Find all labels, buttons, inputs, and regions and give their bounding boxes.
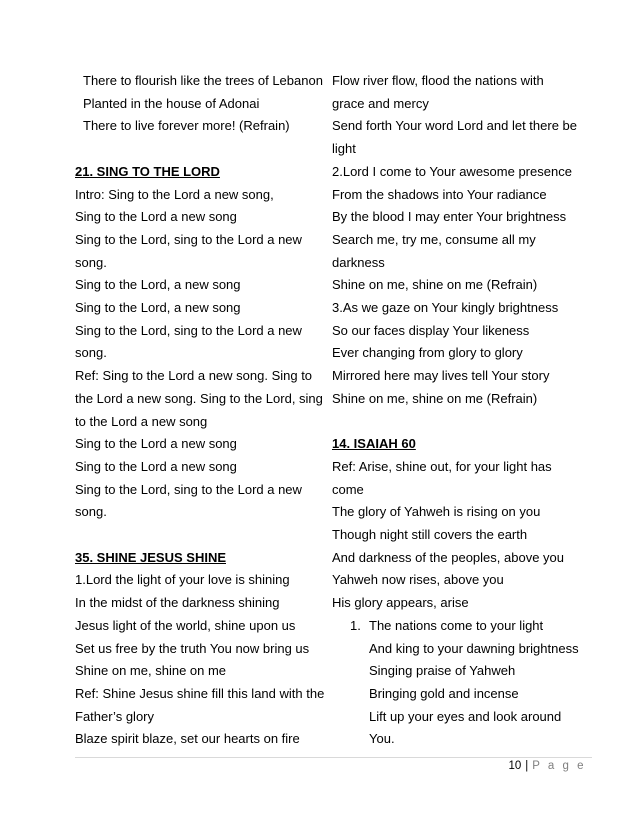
song-title-35: 35. SHINE JESUS SHINE — [75, 549, 226, 565]
lyric-line: By the blood I may enter Your brightness — [332, 209, 567, 225]
lyric-line: There to flourish like the trees of Lebanon — [83, 73, 323, 88]
spacer — [332, 411, 594, 434]
lyric-line: Sing to the Lord a new song — [75, 436, 237, 452]
lyric-line: His glory appears, arise — [332, 595, 469, 611]
page-number: 10 — [508, 760, 522, 772]
right-column — [332, 70, 594, 751]
footer-separator: | — [525, 760, 529, 772]
lyric-line: From the shadows into Your radiance — [332, 186, 547, 202]
lyric-line: Set us free by the truth You now bring us — [75, 640, 310, 656]
lyric-line: grace and mercy — [332, 95, 429, 111]
lyric-line: So our faces display Your likeness — [332, 322, 530, 338]
lyric-line: Singing praise of Yahweh — [369, 663, 516, 679]
verse-number: 1. — [350, 617, 361, 633]
lyric-line: Father’s glory — [75, 708, 154, 724]
spacer — [75, 524, 325, 547]
page-label: P a g e — [532, 760, 586, 772]
lyric-line: The glory of Yahweh is rising on you — [332, 504, 541, 520]
lyric-line: 2.Lord I come to Your awesome presence — [332, 163, 572, 179]
lyric-line: 1.Lord the light of your love is shining — [75, 572, 290, 588]
lyric-line: Sing to the Lord, sing to the Lord a new — [75, 231, 302, 247]
lyric-line: And darkness of the peoples, above you — [332, 549, 564, 565]
lyric-line: Blaze spirit blaze, set our hearts on fire — [75, 731, 300, 747]
lyric-line: come — [332, 481, 364, 497]
lyric-line: Send forth Your word Lord and let there be — [332, 118, 578, 134]
lyric-line: Yahweh now rises, above you — [332, 572, 504, 588]
lyric-line: 3.As we gaze on Your kingly brightness — [332, 300, 559, 316]
lyric-line: Intro: Sing to the Lord a new song, — [75, 186, 274, 202]
spacer — [75, 138, 325, 161]
lyric-line: Ever changing from glory to glory — [332, 345, 523, 361]
lyric-line: song. — [75, 345, 107, 361]
page-footer — [508, 760, 586, 772]
lyric-line: Planted in the house of Adonai — [83, 95, 260, 111]
lyric-line: song. — [75, 504, 107, 520]
lyric-line: You. — [369, 731, 395, 747]
lyric-line: light — [332, 141, 356, 157]
lyric-line: Search me, try me, consume all my — [332, 231, 536, 247]
lyric-line: Sing to the Lord, sing to the Lord a new — [75, 322, 302, 338]
lyric-line: to the Lord a new song — [75, 413, 208, 429]
lyric-line: And king to your dawning brightness — [369, 640, 579, 656]
lyric-line: Sing to the Lord, sing to the Lord a new — [75, 481, 302, 497]
lyric-line: Shine on me, shine on me — [75, 663, 227, 679]
lyric-line: Ref: Arise, shine out, for your light has — [332, 458, 552, 474]
lyric-line: Shine on me, shine on me (Refrain) — [332, 390, 538, 406]
lyric-line: Jesus light of the world, shine upon us — [75, 617, 296, 633]
lyric-line: Flow river flow, flood the nations with — [332, 73, 544, 88]
song-title-14: 14. ISAIAH 60 — [332, 436, 416, 452]
lyric-line: Sing to the Lord, a new song — [75, 300, 241, 316]
lyric-line: Sing to the Lord a new song — [75, 209, 237, 225]
footer-divider — [75, 757, 592, 758]
lyric-line: Mirrored here may lives tell Your story — [332, 368, 550, 384]
lyric-line: Ref: Shine Jesus shine fill this land with the — [75, 685, 325, 701]
lyric-line: Though night still covers the earth — [332, 527, 528, 543]
lyric-line: song. — [75, 254, 107, 270]
song-title-21: 21. SING TO THE LORD — [75, 163, 220, 179]
lyric-line: darkness — [332, 254, 385, 270]
lyric-line: the Lord a new song. Sing to the Lord, sing — [75, 390, 323, 406]
lyric-line: Sing to the Lord a new song — [75, 458, 237, 474]
lyric-line: In the midst of the darkness shining — [75, 595, 280, 611]
lyric-line: Sing to the Lord, a new song — [75, 277, 241, 293]
lyric-line: Ref: Sing to the Lord a new song. Sing to — [75, 368, 313, 384]
lyric-line: The nations come to your light — [369, 617, 544, 633]
lyric-line: There to live forever more! (Refrain) — [83, 118, 290, 134]
lyric-line: Lift up your eyes and look around — [369, 708, 562, 724]
left-column — [75, 70, 325, 751]
lyric-line: Shine on me, shine on me (Refrain) — [332, 277, 538, 293]
lyric-line: Bringing gold and incense — [369, 685, 519, 701]
numbered-verse — [332, 615, 594, 638]
